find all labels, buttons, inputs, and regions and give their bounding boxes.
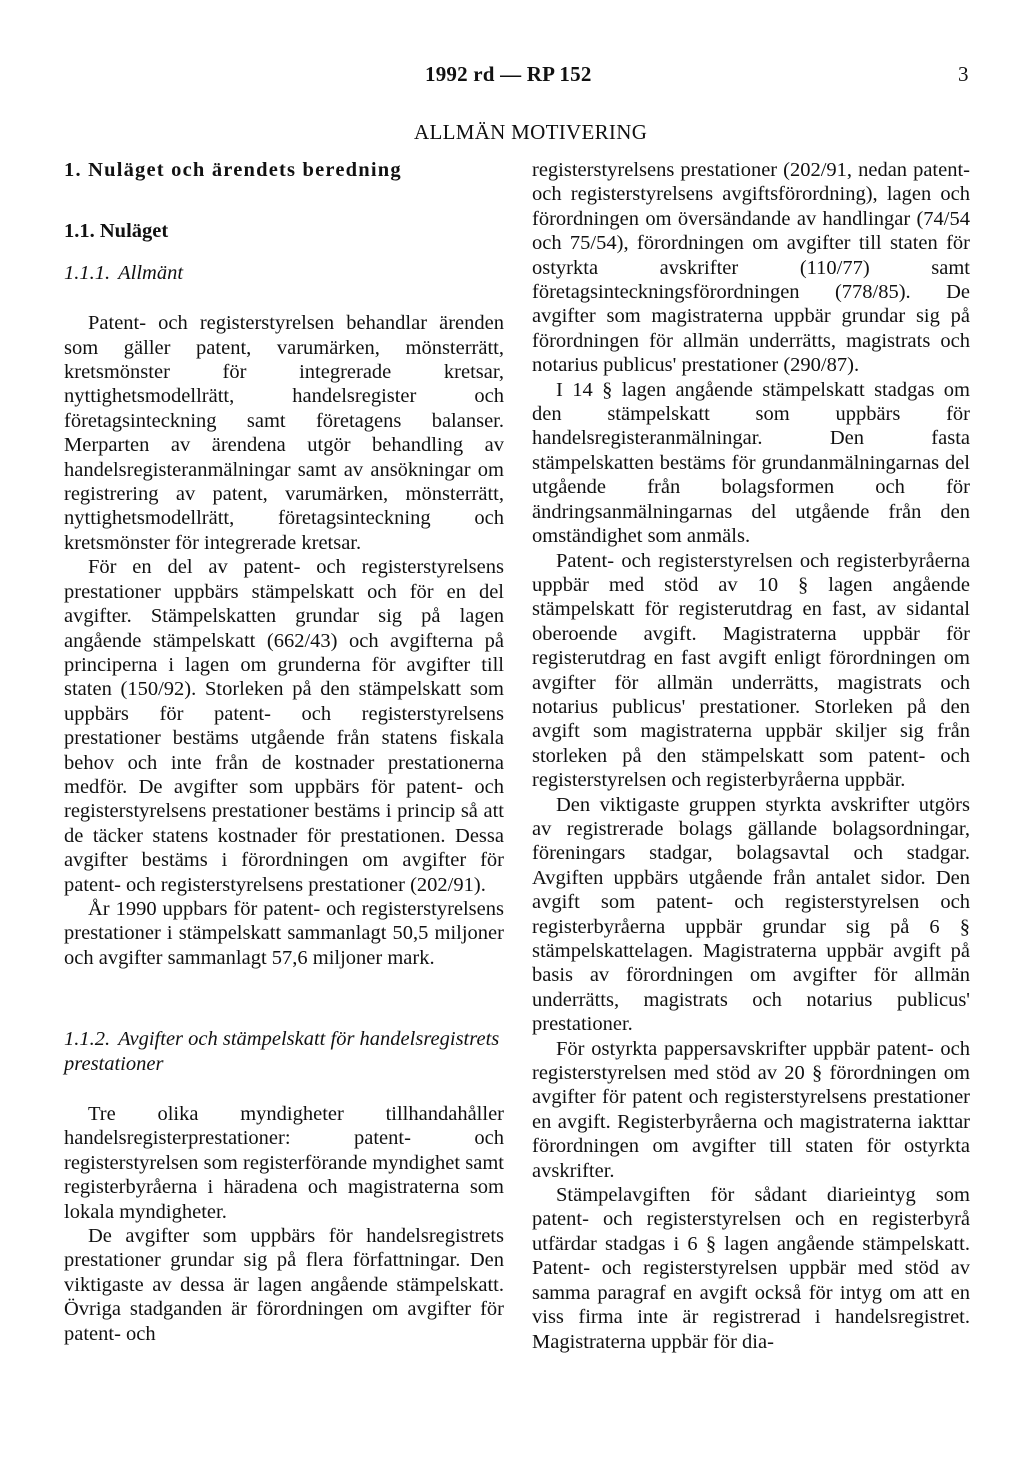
paragraph: Stämpelavgiften för sådant diarieintyg som patent- och registerstyrelsen och en registerbyrå utfärdar stadgas i 6 § lagen angående stämpelskatt. Patent- och registerstyrelsen uppbär med stöd av samma paragraf en avgift också för intyg om att en viss firma inte är registrerad i handelsregistret. Magistraterna uppbär för dia- xyxy=(532,1184,970,1353)
paragraph: År 1990 uppbars för patent- och registerstyrelsens prestationer i stämpelskatt sammanlagt 50,5 miljoner och avgifter sammanlagt 57,6 miljoner mark. xyxy=(64,897,504,969)
heading-1-1-1-number: 1.1.1. xyxy=(64,261,111,284)
paragraph: Den viktigaste gruppen styrkta avskrifter utgörs av registrerade bolags gällande bolagsordningar, föreningars stadgar, bolagsavtal och stadgar. Avgiften uppbärs utgående från antalet sidor. Den avgift som patent- och registerstyrelsen och registerbyråerna uppbär grundar sig på 6 § stämpelskattelagen. Magistraterna uppbär avgift på basis av förordningen om avgifter för allmän underrätts, magistrats och notarius publicus' prestationer. xyxy=(532,793,970,1036)
right-column xyxy=(532,158,970,1354)
document-reference: 1992 rd — RP 152 xyxy=(425,62,592,86)
paragraph: De avgifter som uppbärs för handelsregistrets prestationer grundar sig på flera författningar. Den viktigaste av dessa är lagen angående stämpelskatt. Övriga stadganden är förordningen om avgifter för patent- och xyxy=(64,1225,504,1345)
heading-1-1-1-title: Allmänt xyxy=(118,261,184,284)
heading-1-1-1 xyxy=(64,261,504,285)
heading-1-1-2-title: Avgifter och stämpelskatt för handelsregistrets prestationer xyxy=(64,1028,500,1075)
heading-1: 1. Nuläget och ärendets beredning xyxy=(64,159,402,181)
paragraph: Patent- och registerstyrelsen och registerbyråerna uppbär med stöd av 10 § lagen angående stämpelskatt för registerutdrag en fast, av sidantal oberoende avgift. Magistraterna uppbär för registerutdrag en fast avgift enligt förordningen om avgifter för allmän underrätts, magistrats och notarius publicus' prestationer. Storleken på den avgift som magistraterna uppbär skiljer sig från storleken på den stämpelskatt som patent- och registerstyrelsen och registerbyråerna uppbär. xyxy=(532,549,970,792)
paragraph: I 14 § lagen angående stämpelskatt stadgas om den stämpelskatt som uppbärs för handelsregisteranmälningar. Den fasta stämpelskatten bestäms för grundanmälningarnas del utgående från bolagsformen och för ändringsanmälningarnas del utgående från den omständighet som anmäls. xyxy=(532,378,970,548)
paragraph: Patent- och registerstyrelsen behandlar ärenden som gäller patent, varumärken, mönsterrätt, kretsmönster för integrerade kretsar, nyttighetsmodellrätt, handelsregister och företagsinteckning samt företagens balanser. Merparten av ärendena utgör behandling av handelsregisteranmälningar samt av ansökningar om registrering av patent, varumärken, mönsterrätt, nyttighetsmodellrätt, företagsinteckning och kretsmönster för integrerade kretsar. xyxy=(64,312,504,554)
running-head xyxy=(0,62,1024,92)
page-number: 3 xyxy=(958,62,969,86)
heading-1-1-2-number: 1.1.2. xyxy=(64,1028,111,1051)
paragraph: Tre olika myndigheter tillhandahåller handelsregisterprestationer: patent- och registerstyrelsen som registerförande myndighet samt registerbyråerna i häradena och magistraterna som lokala myndigheter. xyxy=(64,1103,504,1223)
left-column xyxy=(64,158,504,1346)
paragraph: registerstyrelsens prestationer (202/91, nedan patent- och registerstyrelsens avgiftsförordning), lagen och förordningen om översändande av handlingar (74/54 och 75/54), förordningen om avgifter till staten för ostyrkta avskrifter (110/77) samt företagsinteckningsförordningen (778/85). De avgifter som magistraterna uppbär grundar sig på förordningen för allmän underrätts, magistrats och notarius publicus' prestationer (290/87). xyxy=(532,159,970,377)
paragraph: För ostyrkta pappersavskrifter uppbär patent- och registerstyrelsen med stöd av 20 § förordningen om avgifter för patent och registerstyrelsens prestationer en avgift. Registerbyråerna och magistraterna iakttar förordningen om avgifter till staten för ostyrkta avskrifter. xyxy=(532,1037,970,1182)
paragraph: För en del av patent- och registerstyrelsens prestationer uppbärs stämpelskatt och för en del avgifter. Stämpelskatten grundar sig på lagen angående stämpelskatt (662/43) och avgifterna på principerna i lagen om grunderna för avgifter till staten (150/92). Storleken på den stämpelskatt som uppbärs för patent- och registerstyrelsens prestationer bestäms utgående från statens fiskala behov och inte från de kostnader prestationerna medför. De avgifter som uppbärs för patent- och registerstyrelsens prestationer bestäms i princip så att de täcker statens kostnader för prestationen. Dessa avgifter bestäms i förordningen om avgifter för patent- och registerstyrelsens prestationer (202/91). xyxy=(64,556,504,896)
section-title: ALLMÄN MOTIVERING xyxy=(414,120,648,144)
heading-1-1: 1.1. Nuläget xyxy=(64,220,169,243)
heading-1-1-2 xyxy=(64,1027,504,1076)
